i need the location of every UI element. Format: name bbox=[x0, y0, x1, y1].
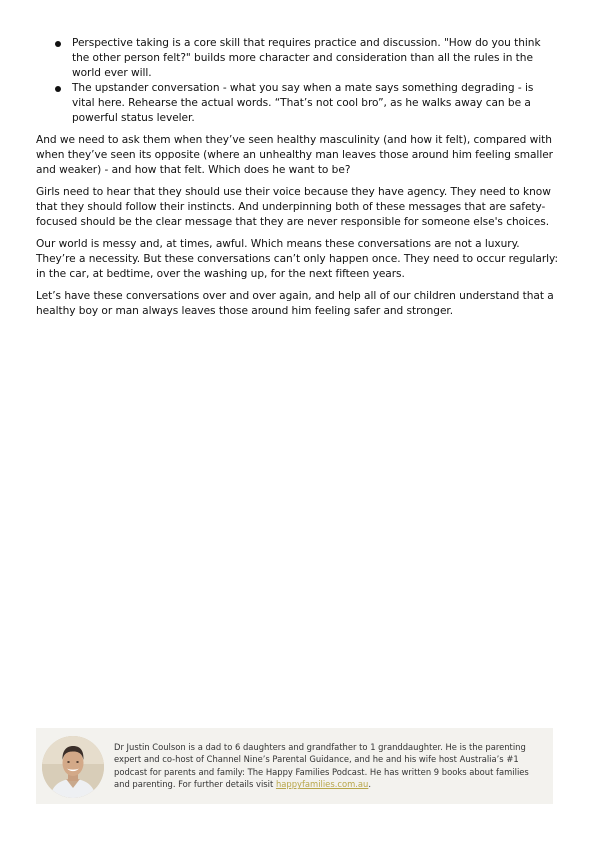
bullet-dot-icon bbox=[55, 86, 61, 92]
author-bio-box bbox=[36, 728, 553, 804]
website-link[interactable]: happyfamilies.com.au bbox=[275, 779, 369, 790]
author-portrait-icon bbox=[42, 736, 104, 798]
author-avatar bbox=[42, 736, 104, 798]
paragraph: Let’s have these conversations over and over again, and help all of our children understand that a healthy boy or man always leaves those around him feeling safer and stronger. bbox=[36, 290, 554, 317]
article-body bbox=[36, 36, 558, 319]
paragraph: Girls need to hear that they should use their voice because they have agency. They need to know that they should follow their instincts. And underpinning both of these messages that are safety-focused should be the clear message that they are never responsible for someone else's choices. bbox=[36, 186, 551, 228]
bullet-item bbox=[36, 81, 558, 126]
paragraph: And we need to ask them when they’ve seen healthy masculinity (and how it felt), compared with when they’ve seen its opposite (where an unhealthy man leaves those around him feeling smaller and weaker) - and how that felt. Which does he want to be? bbox=[36, 134, 553, 176]
paragraph: Our world is messy and, at times, awful. Which means these conversations are not a luxury. They’re a necessity. But these conversations can’t only happen once. They need to occur regularly: in the car, at bedtime, over the washing up, for the next fifteen years. bbox=[36, 238, 559, 280]
bullet-text: Perspective taking is a core skill that requires practice and discussion. "How do you think the other person felt?" builds more character and consideration than all the rules in the world ever will. bbox=[72, 37, 541, 79]
bullet-item bbox=[36, 36, 558, 81]
bio-body: Dr Justin Coulson is a dad to 6 daughters and grandfather to 1 granddaughter. He is the parenting expert and co-host of Channel Nine’s Parental Guidance, and he and his wife host Australia’s #1 podcast for parents and family: The Happy Families Podcast. He has written 9 books about families and parenting. For further details visit bbox=[114, 742, 529, 790]
bullet-list bbox=[36, 36, 558, 126]
bullet-dot-icon bbox=[55, 41, 61, 47]
author-bio-text bbox=[114, 741, 546, 791]
bullet-text: The upstander conversation - what you say when a mate says something degrading - is vital here. Rehearse the actual words. “That’s not cool bro”, as he walks away can be a powerful status leveler. bbox=[72, 82, 534, 124]
bio-period: . bbox=[368, 779, 372, 790]
